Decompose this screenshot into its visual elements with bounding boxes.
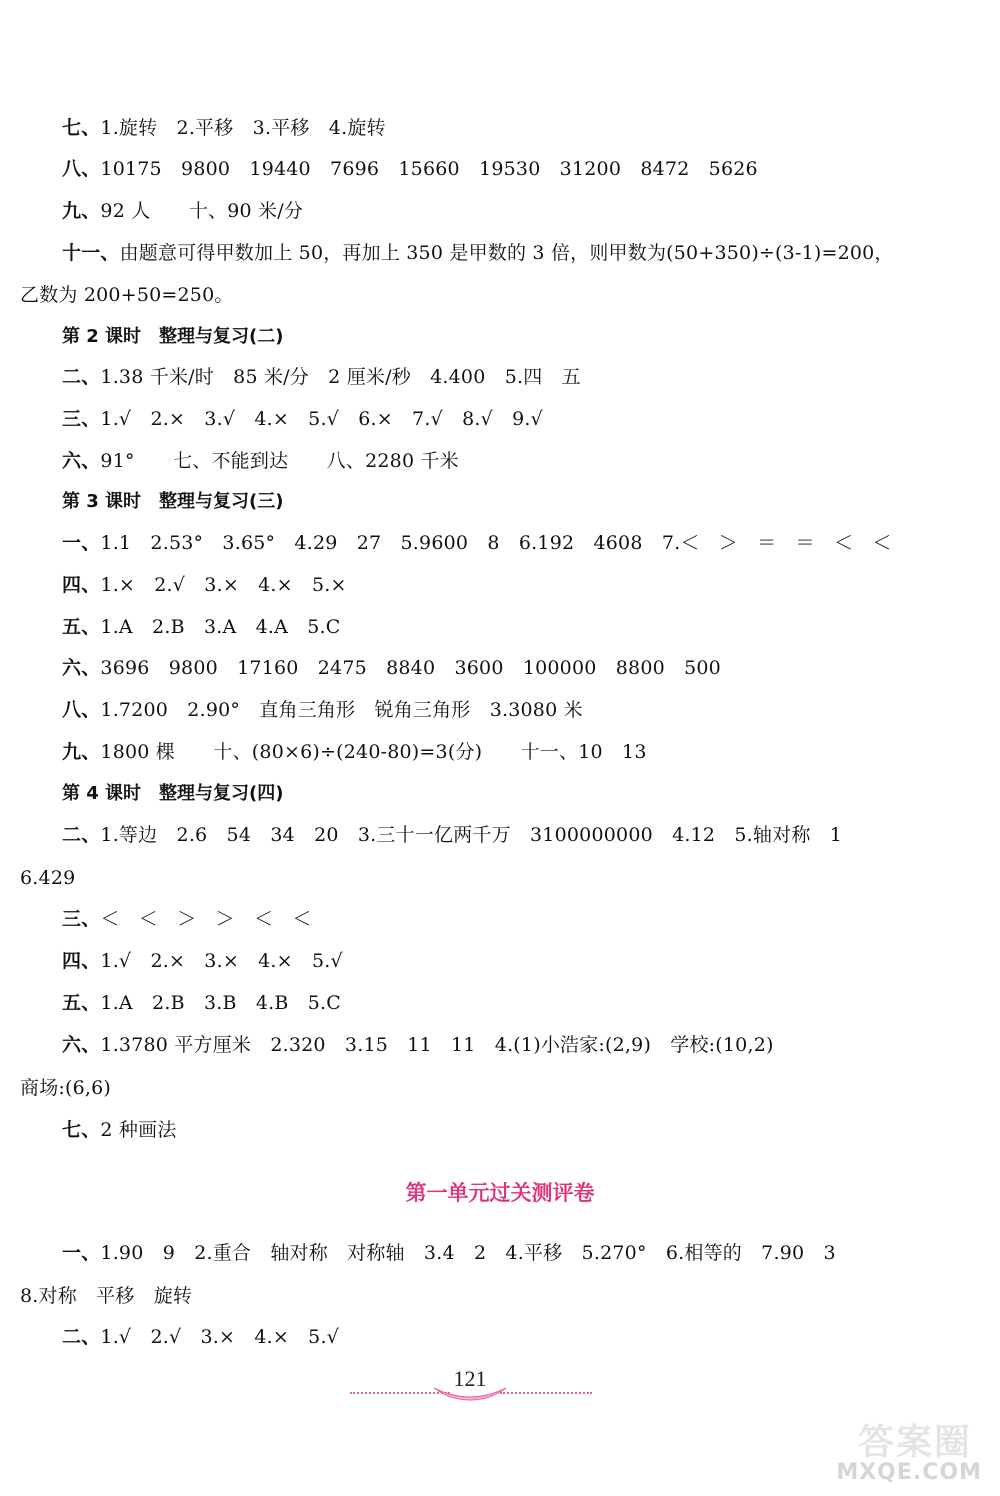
lesson-3-heading: 第 3 课时 整理与复习(三) bbox=[62, 491, 284, 512]
answer-line: 四、1.× 2.√ 3.× 4.× 5.× bbox=[62, 574, 347, 596]
watermark-site: MXQE.COM bbox=[836, 1460, 982, 1485]
lesson-4-heading: 第 4 课时 整理与复习(四) bbox=[62, 783, 284, 804]
answer-line: 四、1.√ 2.× 3.× 4.× 5.√ bbox=[62, 950, 343, 972]
answer-line-continued: 6.429 bbox=[20, 867, 76, 889]
answer-line: 九、1800 棵 十、(80×6)÷(240-80)=3(分) 十一、10 13 bbox=[62, 741, 647, 763]
answer-line: 六、3696 9800 17160 2475 8840 3600 100000 8800 500 bbox=[62, 657, 721, 679]
answer-line: 六、1.3780 平方厘米 2.320 3.15 11 11 4.(1)小浩家:(2,9) 学校:(10,2) bbox=[62, 1034, 774, 1056]
page-number-ribbon-icon bbox=[430, 1384, 510, 1404]
answer-line: 三、1.√ 2.× 3.√ 4.× 5.√ 6.× 7.√ 8.√ 9.√ bbox=[62, 408, 543, 430]
answer-line: 八、1.7200 2.90° 直角三角形 锐角三角形 3.3080 米 bbox=[62, 699, 583, 721]
answer-line: 二、1.√ 2.√ 3.× 4.× 5.√ bbox=[62, 1326, 340, 1348]
answer-line-continued: 乙数为 200+50=250。 bbox=[20, 284, 234, 306]
answer-line: 二、1.等边 2.6 54 34 20 3.三十一亿两千万 3100000000 4.12 5.轴对称 1 bbox=[62, 824, 843, 846]
answer-line: 六、91° 七、不能到达 八、2280 千米 bbox=[62, 450, 459, 472]
watermark-logo: 答案圈 bbox=[857, 1422, 972, 1463]
answer-line: 五、1.A 2.B 3.A 4.A 5.C bbox=[62, 616, 341, 638]
answer-line-continued: 8.对称 平移 旋转 bbox=[20, 1285, 193, 1307]
answer-line: 五、1.A 2.B 3.B 4.B 5.C bbox=[62, 992, 341, 1014]
answer-line: 一、1.90 9 2.重合 轴对称 对称轴 3.4 2 4.平移 5.270° 6.相等的 7.90 3 bbox=[62, 1242, 836, 1264]
answer-line: 七、1.旋转 2.平移 3.平移 4.旋转 bbox=[62, 117, 386, 139]
answer-line: 三、＜ ＜ ＞ ＞ ＜ ＜ bbox=[62, 908, 312, 930]
answer-line: 九、92 人 十、90 米/分 bbox=[62, 200, 304, 222]
answer-line: 二、1.38 千米/时 85 米/分 2 厘米/秒 4.400 5.四 五 bbox=[62, 366, 581, 388]
answer-line-continued: 商场:(6,6) bbox=[20, 1077, 112, 1099]
footer-dashed-line-right bbox=[500, 1392, 592, 1394]
page-number: 121 bbox=[453, 1366, 487, 1391]
answer-line: 八、10175 9800 19440 7696 15660 19530 31200 8472 5626 bbox=[62, 158, 758, 180]
answer-line: 七、2 种画法 bbox=[62, 1119, 177, 1141]
lesson-2-heading: 第 2 课时 整理与复习(二) bbox=[62, 326, 284, 347]
unit-test-title: 第一单元过关测评卷 bbox=[405, 1181, 595, 1205]
answer-line: 十一、由题意可得甲数加上 50，再加上 350 是甲数的 3 倍，则甲数为(50+350)÷(3-1)=200， bbox=[62, 242, 894, 264]
answer-line: 一、1.1 2.53° 3.65° 4.29 27 5.9600 8 6.192 4608 7.＜ ＞ ＝ ＝ ＜ ＜ bbox=[62, 532, 892, 554]
